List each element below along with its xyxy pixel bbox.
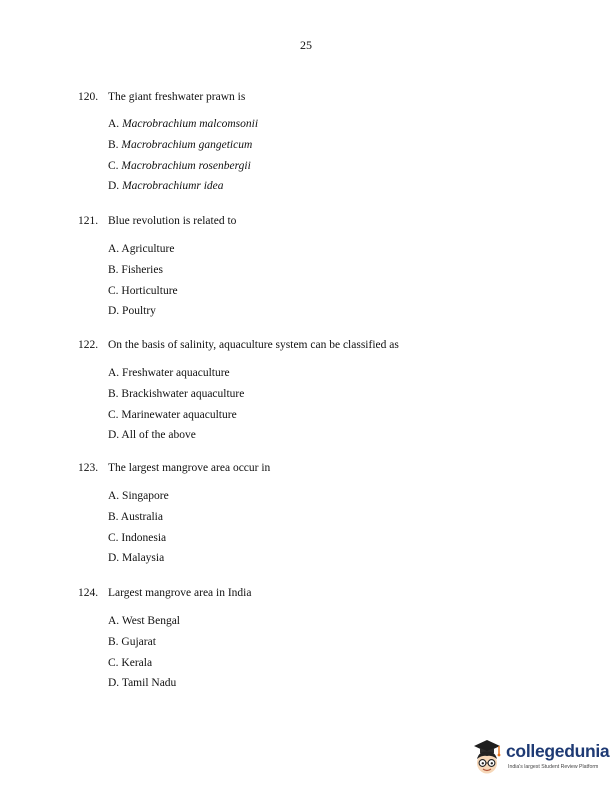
- option-b: B. Australia: [108, 510, 163, 523]
- question-text: The giant freshwater prawn is: [108, 91, 246, 103]
- option-d: D. All of the above: [108, 429, 196, 442]
- option-c: C. Indonesia: [108, 531, 167, 544]
- page-number: 25: [300, 38, 312, 52]
- question-number: 121.: [78, 215, 99, 227]
- options-list: [108, 114, 258, 197]
- option-d: D. Poultry: [108, 305, 156, 318]
- options-list: [108, 611, 251, 694]
- mascot-icon: [470, 737, 504, 777]
- question-text: Largest mangrove area in India: [108, 587, 252, 599]
- option-b: B. Gujarat: [108, 635, 156, 648]
- option-a: A. Macrobrachium malcomsonii: [108, 118, 259, 130]
- options-list: [108, 486, 270, 569]
- option-d-text: Macrobrachiumr idea: [122, 180, 224, 193]
- option-a: A. Freshwater aquaculture: [108, 367, 230, 379]
- option-c: C. Macrobrachium rosenbergii: [108, 159, 251, 172]
- option-c: C. Kerala: [108, 656, 153, 669]
- options-list: [108, 363, 399, 446]
- option-a: A. Agriculture: [108, 243, 175, 255]
- option-b: B. Brackishwater aquaculture: [108, 387, 245, 400]
- option-c-text: Macrobrachium rosenbergii: [121, 159, 251, 172]
- options-list: [108, 239, 236, 322]
- option-d: D. Macrobrachiumr idea: [108, 180, 224, 193]
- question-text: On the basis of salinity, aquaculture system can be classified as: [108, 339, 399, 351]
- option-a: A. West Bengal: [108, 615, 181, 627]
- question-text: The largest mangrove area occur in: [108, 462, 271, 474]
- question-124: [78, 587, 251, 694]
- question-text: Blue revolution is related to: [108, 215, 237, 227]
- option-b-text: Macrobrachium gangeticum: [121, 138, 253, 151]
- question-number: 124.: [78, 587, 99, 599]
- logo-tagline: India's largest Student Review Platform: [508, 764, 599, 770]
- option-c: C. Horticulture: [108, 284, 178, 297]
- question-120: [78, 91, 258, 197]
- option-b: B. Fisheries: [108, 263, 163, 276]
- option-c: C. Marinewater aquaculture: [108, 408, 237, 421]
- question-123: [78, 462, 270, 569]
- question-number: 120.: [78, 91, 99, 103]
- option-d: D. Tamil Nadu: [108, 677, 177, 690]
- question-number: 123.: [78, 462, 99, 474]
- option-d: D. Malaysia: [108, 552, 165, 565]
- question-122: [78, 339, 399, 446]
- option-b: B. Macrobrachium gangeticum: [108, 138, 253, 151]
- question-number: 122.: [78, 339, 99, 351]
- option-a-text: Macrobrachium malcomsonii: [122, 118, 259, 130]
- option-a: A. Singapore: [108, 490, 169, 502]
- logo-wordmark: collegedunia: [506, 741, 610, 761]
- question-121: [78, 215, 236, 322]
- collegedunia-logo[interactable]: [470, 737, 610, 777]
